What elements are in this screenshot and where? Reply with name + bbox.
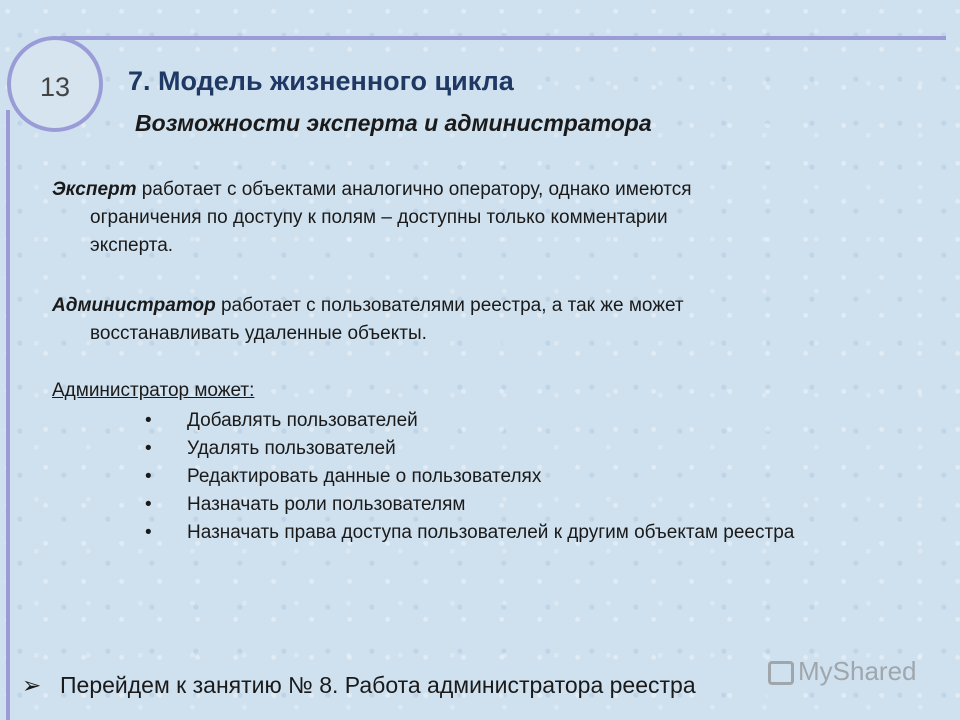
expert-paragraph: [52, 176, 882, 260]
admin-line-2: восстанавливать удаленные объекты.: [90, 323, 427, 344]
frame-left-line: [6, 110, 10, 720]
watermark-logo: MyShared: [768, 656, 917, 687]
expert-line-1: работает с объектами аналогично оператору, однако имеются: [136, 179, 692, 200]
next-lesson-link[interactable]: [22, 672, 696, 699]
bullet-icon: •: [145, 438, 152, 459]
next-lesson-text: Перейдем к занятию № 8. Работа администратора реестра: [60, 672, 696, 698]
admin-can-list: [145, 407, 885, 547]
expert-line-2: ограничения по доступу к полям – доступны только комментарии: [90, 207, 668, 228]
expert-line-3: эксперта.: [90, 235, 174, 256]
list-item: • Назначать роли пользователям: [145, 491, 885, 519]
bullet-icon: •: [145, 466, 152, 487]
bullet-icon: •: [145, 494, 152, 515]
list-item: • Редактировать данные о пользователях: [145, 463, 885, 491]
admin-can-heading: Администратор может:: [52, 380, 255, 401]
slide-number-circle: [7, 36, 103, 132]
bullet-icon: •: [145, 410, 152, 431]
slide-title: 7. Модель жизненного цикла: [128, 66, 514, 96]
bullet-icon: •: [145, 522, 152, 543]
list-item: • Добавлять пользователей: [145, 407, 885, 435]
admin-paragraph: [52, 292, 882, 348]
slide-subtitle: Возможности эксперта и администратора: [135, 110, 652, 136]
admin-lead: Администратор: [52, 295, 216, 316]
list-item: • Назначать права доступа пользователей к другим объектам реестра: [145, 519, 885, 547]
presentation-icon: [768, 661, 794, 685]
list-item: • Удалять пользователей: [145, 435, 885, 463]
slide-number: 13: [39, 72, 71, 102]
admin-line-1: работает с пользователями реестра, а так же может: [215, 295, 684, 316]
frame-top-line: [60, 36, 946, 40]
arrow-icon: ➢: [22, 672, 42, 698]
expert-lead: Эксперт: [52, 179, 137, 200]
